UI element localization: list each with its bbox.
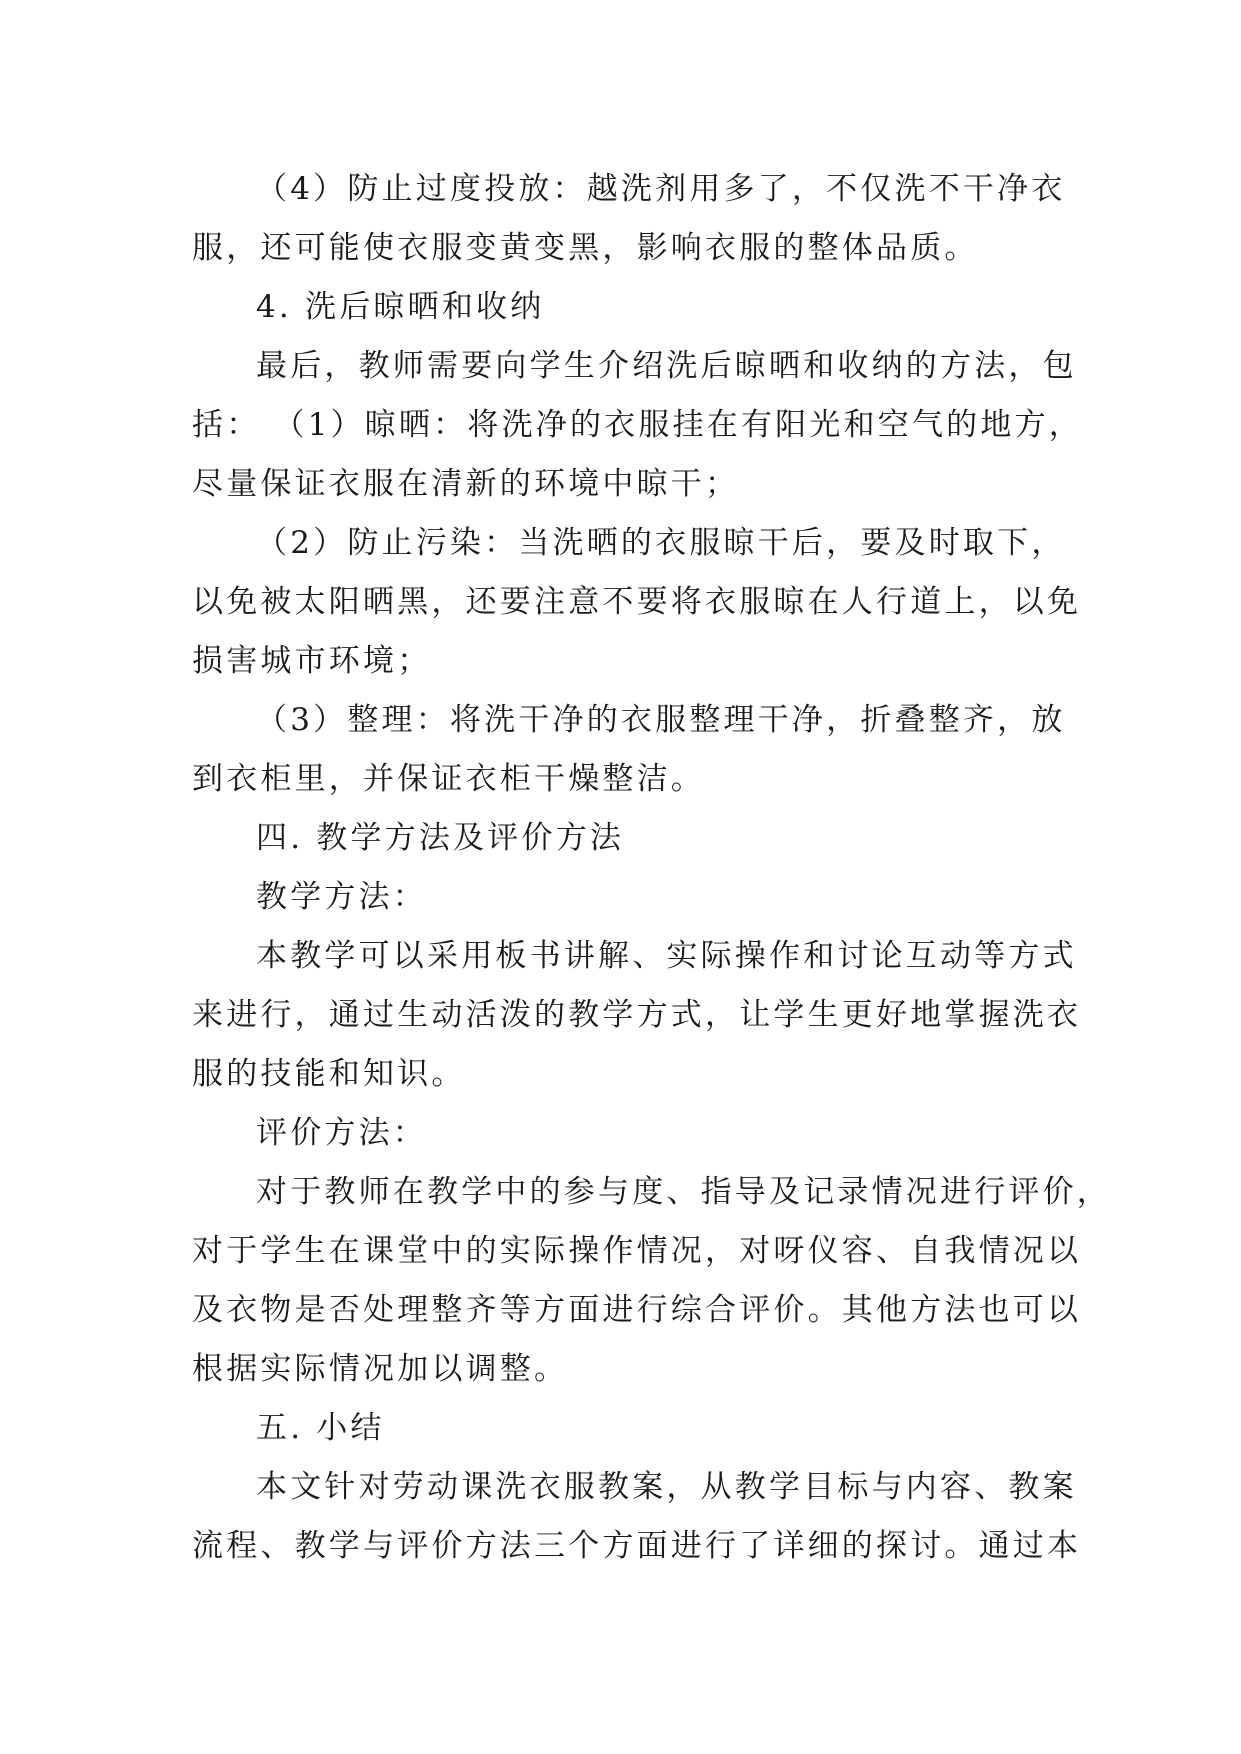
text-line: 来进行，通过生动活泼的教学方式，让学生更好地掌握洗衣 xyxy=(192,997,1082,1033)
text-line: （3）整理：将洗干净的衣服整理干净，折叠整齐，放 xyxy=(256,702,1066,738)
text-line: 本教学可以采用板书讲解、实际操作和讨论互动等方式 xyxy=(256,938,1077,974)
section-heading: 4. 洗后晾晒和收纳 xyxy=(256,289,545,325)
section-heading: 五. 小结 xyxy=(256,1410,385,1446)
text-line: 根据实际情况加以调整。 xyxy=(192,1351,569,1387)
text-line: 及衣物是否处理整齐等方面进行综合评价。其他方法也可以 xyxy=(192,1292,1082,1328)
text-line: 损害城市环境； xyxy=(192,643,432,679)
text-line: 最后，教师需要向学生介绍洗后晾晒和收纳的方法，包 xyxy=(256,348,1077,384)
subsection-label: 评价方法： xyxy=(256,1115,427,1151)
text-line: （2）防止污染：当洗晒的衣服晾干后，要及时取下， xyxy=(256,525,1066,561)
document-body xyxy=(192,160,1111,1576)
text-line: 到衣柜里，并保证衣柜干燥整洁。 xyxy=(192,761,705,797)
text-line: （4）防止过度投放：越洗剂用多了，不仅洗不干净衣 xyxy=(256,171,1066,207)
section-heading: 四. 教学方法及评价方法 xyxy=(256,820,625,856)
text-line: 本文针对劳动课洗衣服教案，从教学目标与内容、教案 xyxy=(256,1469,1077,1505)
text-line: 服，还可能使衣服变黄变黑，影响衣服的整体品质。 xyxy=(192,230,979,266)
text-line: 对于学生在课堂中的实际操作情况，对呀仪容、自我情况以 xyxy=(192,1233,1082,1269)
subsection-label: 教学方法： xyxy=(256,879,427,915)
text-line: 对于教师在教学中的参与度、指导及记录情况进行评价， xyxy=(256,1174,1111,1210)
text-line: 括： （1）晾晒：将洗净的衣服挂在有阳光和空气的地方， xyxy=(192,407,1083,443)
text-line: 服的技能和知识。 xyxy=(192,1056,466,1092)
text-line: 尽量保证衣服在清新的环境中晾干； xyxy=(192,466,740,502)
text-line: 以免被太阳晒黑，还要注意不要将衣服晾在人行道上，以免 xyxy=(192,584,1082,620)
text-line: 流程、教学与评价方法三个方面进行了详细的探讨。通过本 xyxy=(192,1528,1082,1564)
